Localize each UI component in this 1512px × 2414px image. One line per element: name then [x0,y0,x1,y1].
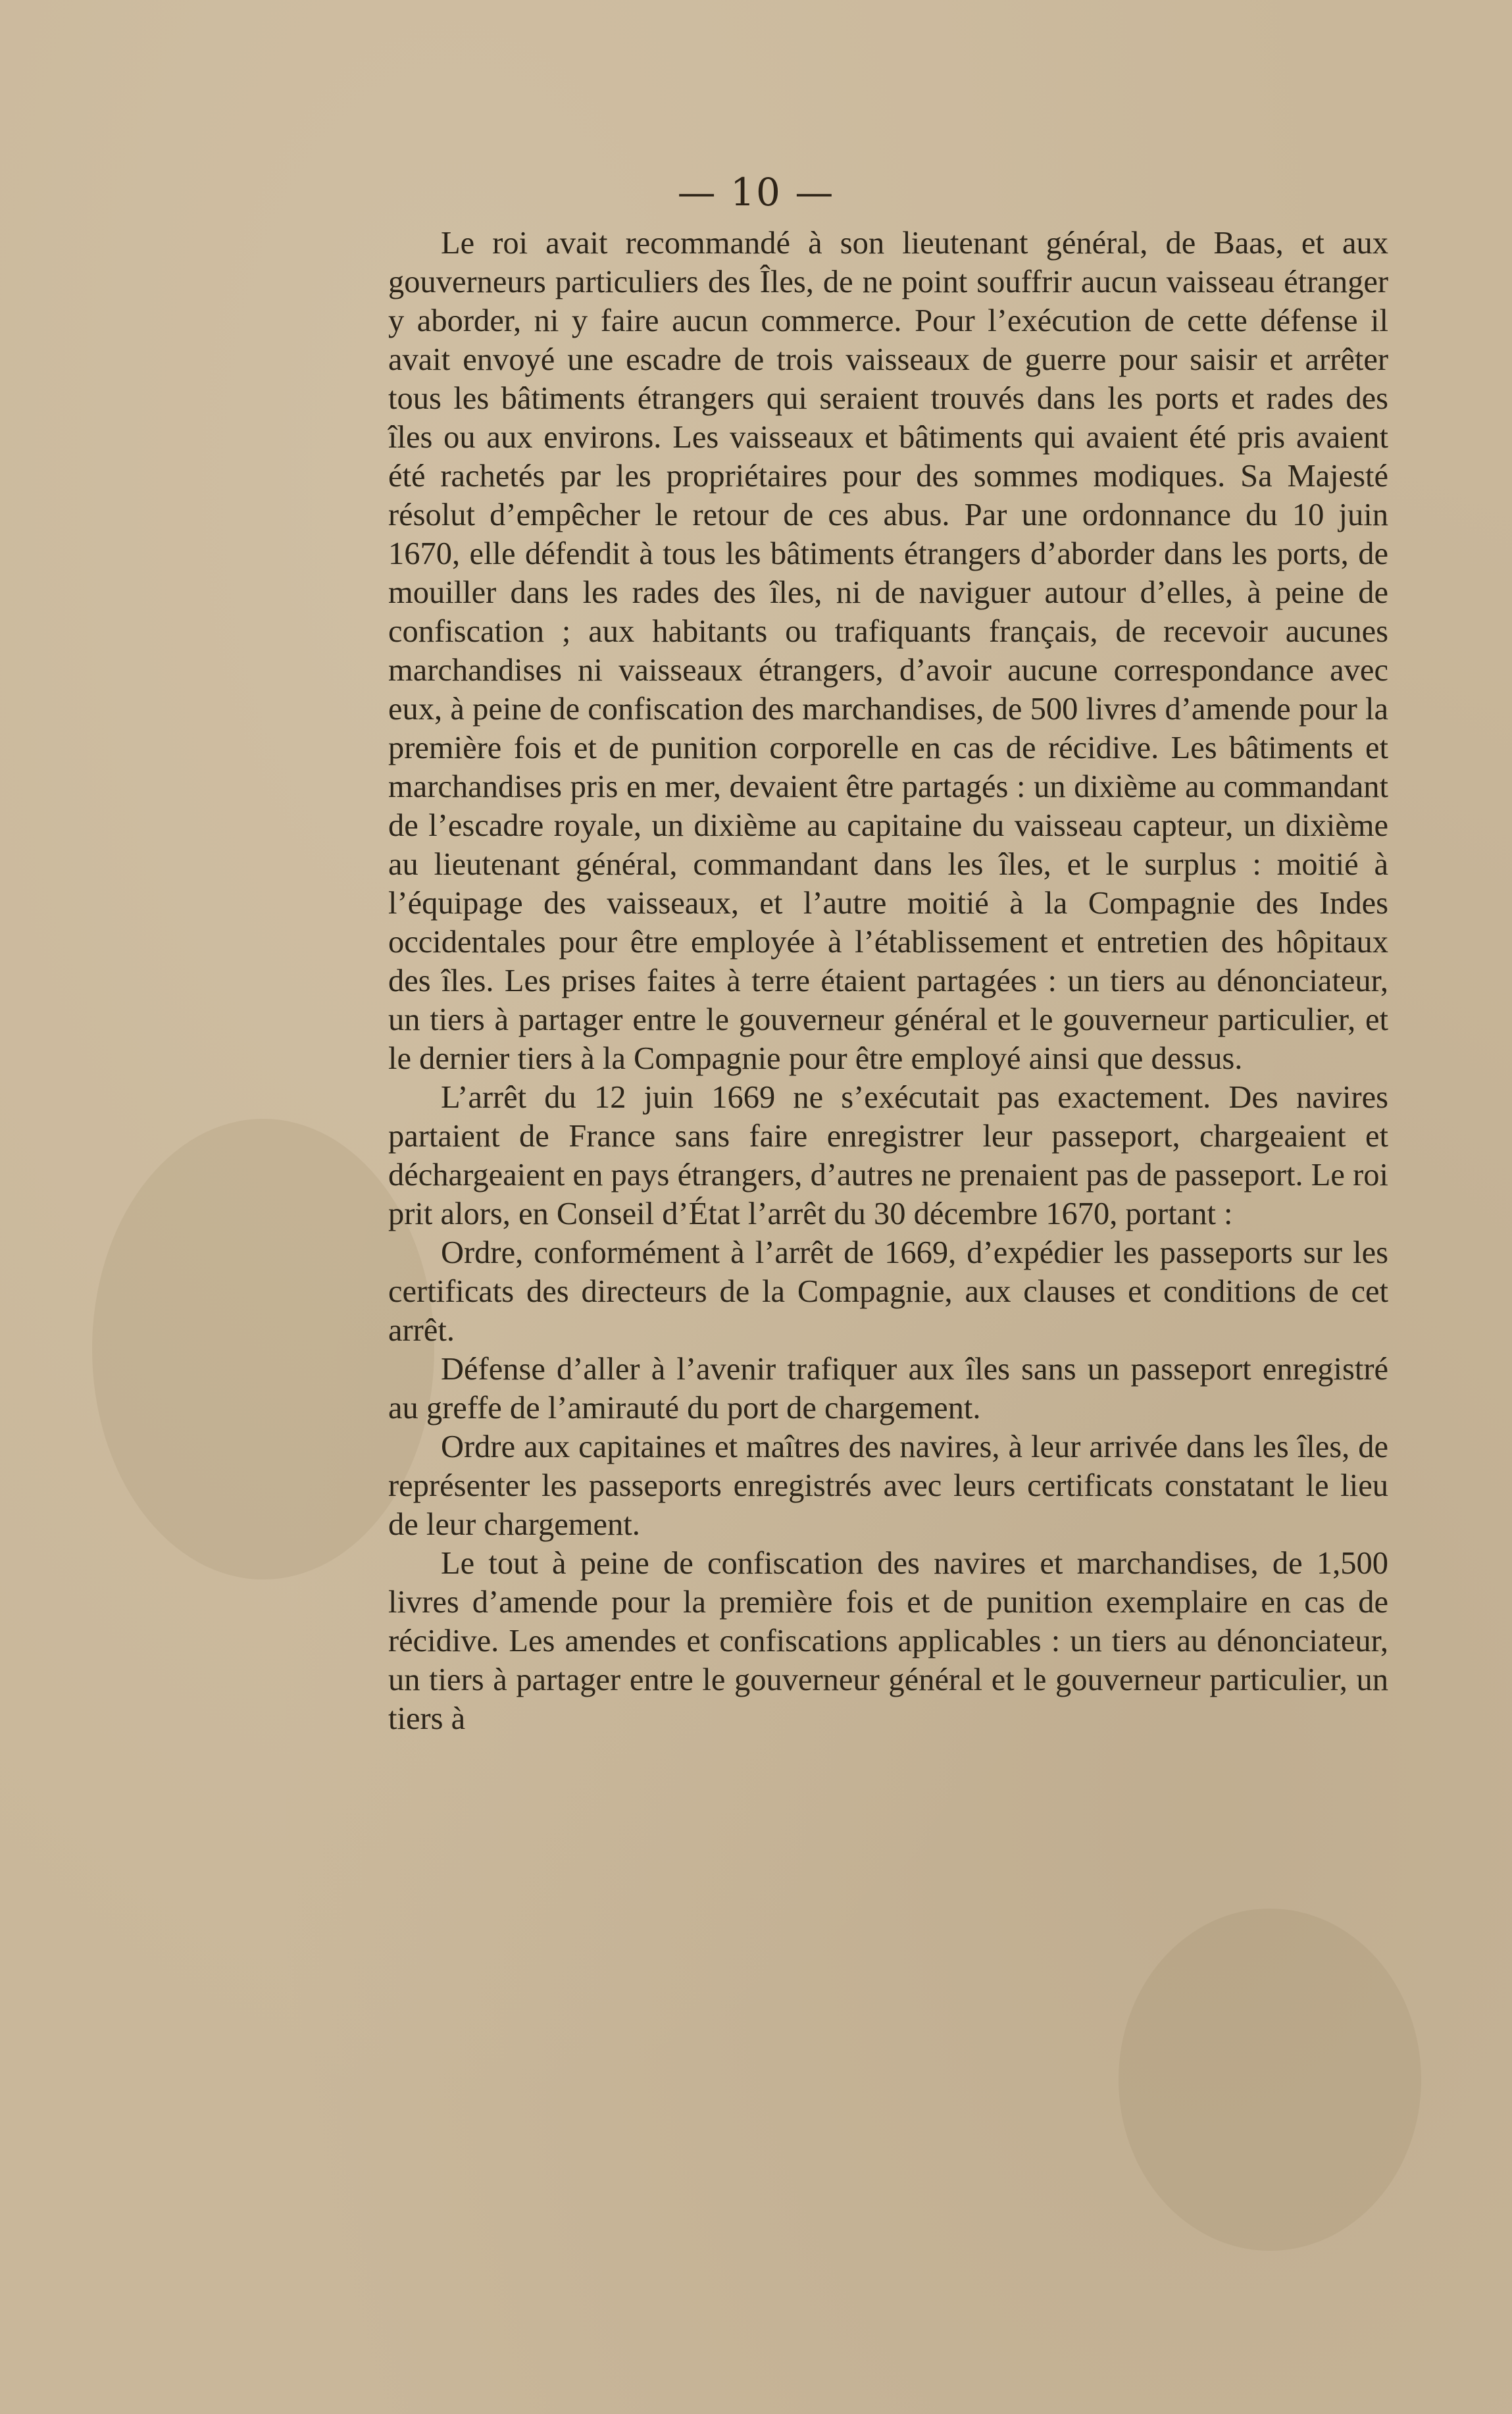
paragraph: Le tout à peine de confiscation des navires et marchandises, de 1,500 livres d’amende pour la première fois et de punition exemplaire en cas de récidive. Les amendes et confiscations applicables : un tiers au dénonciateur, un tiers à partager entre le gouverneur général et le gouverneur particulier, un tiers à [388,1546,1388,1736]
paragraph: Défense d’aller à l’avenir trafiquer aux îles sans un passeport enregistré au greffe de l’amirauté du port de chargement. [388,1352,1388,1425]
paragraph: Ordre, conformément à l’arrêt de 1669, d’expédier les passeports sur les certificats des directeurs de la Compagnie, aux clauses et conditions de cet arrêt. [388,1235,1388,1348]
paragraph: Ordre aux capitaines et maîtres des navires, à leur arrivée dans les îles, de représenter les passeports enregistrés avec leurs certificats constatant le lieu de leur chargement. [388,1429,1388,1542]
paragraph: Le roi avait recommandé à son lieutenant général, de Baas, et aux gouverneurs particuliers des Îles, de ne point souffrir aucun vaisseau étranger y aborder, ni y faire aucun commerce. Pour l’exécution de cette défense il avait envoyé une escadre de trois vaisseaux de guerre pour saisir et arrêter tous les bâtiments étrangers qui seraient trouvés dans les ports et rades des îles ou aux environs. Les vaisseaux et bâtiments qui avaient été pris avaient été rachetés par les propriétaires pour des sommes modiques. Sa Majesté résolut d’empêcher le retour de ces abus. Par une ordonnance du 10 juin 1670, elle défendit à tous les bâtiments étrangers d’aborder dans les ports, de mouiller dans les rades des îles, ni de naviguer autour d’elles, à peine de confiscation ; aux habitants ou trafiquants français, de recevoir aucunes marchandises ni vaisseaux étrangers, d’avoir aucune correspondance avec eux, à peine de confiscation des marchandises, de 500 livres d’amende pour la première fois et de punition corporelle en cas de récidive. Les bâtiments et marchandises pris en mer, devaient être partagés : un dixième au commandant de l’escadre royale, un dixième au capitaine du vaisseau capteur, un dixième au lieutenant général, commandant dans les îles, et le surplus : moitié à l’équipage des vaisseaux, et l’autre moitié à la Compagnie des Indes occidentales pour être employée à l’établissement et entretien des hôpitaux des îles. Les prises faites à terre étaient partagées : un tiers au dénonciateur, un tiers à partager entre le gouverneur général et le gouverneur particulier, et le dernier tiers à la Compagnie pour être employé ainsi que dessus. [388,226,1388,1076]
paragraph: L’arrêt du 12 juin 1669 ne s’exécutait pas exactement. Des navires partaient de France sans faire enregistrer leur passeport, chargeaient et déchargeaient en pays étrangers, d’autres ne prenaient pas de passeport. Le roi prit alors, en Conseil d’État l’arrêt du 30 décembre 1670, portant : [388,1080,1388,1231]
paper-stain [1119,1909,1421,2251]
paper-stain [92,1119,434,1579]
body-text [388,224,1388,1738]
page-number: — 10 — [677,170,835,215]
